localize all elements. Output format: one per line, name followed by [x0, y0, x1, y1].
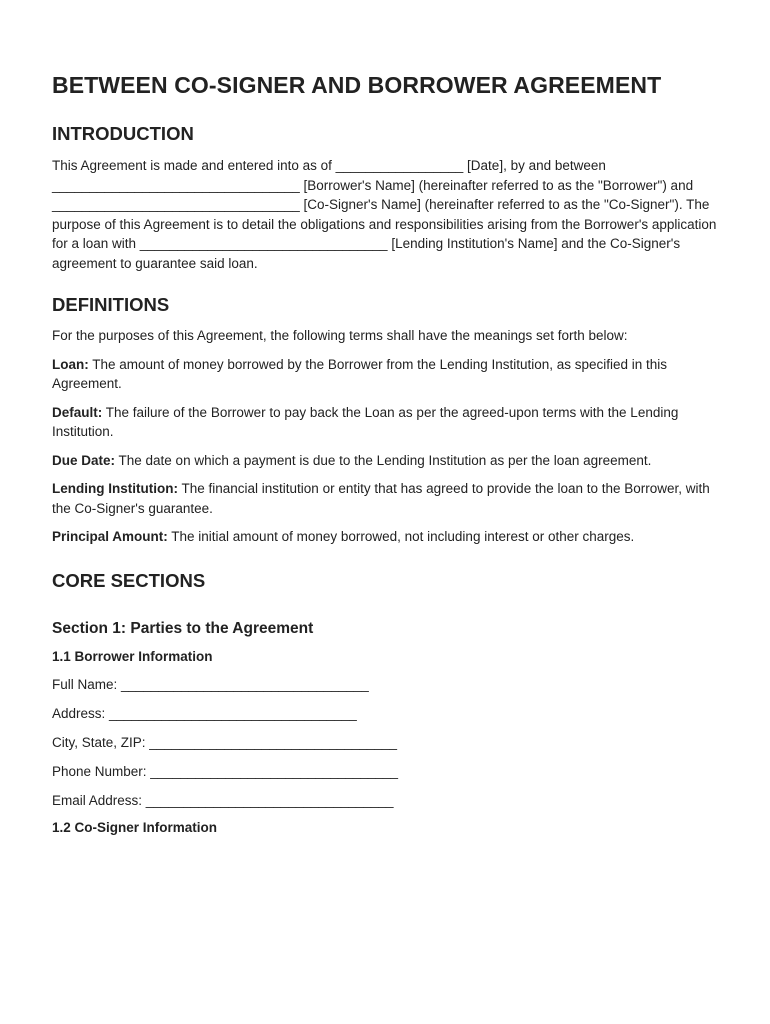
document-title: BETWEEN CO-SIGNER AND BORROWER AGREEMENT	[52, 72, 662, 98]
core-sections-heading: CORE SECTIONS	[52, 569, 206, 591]
definition-text: The date on which a payment is due to the Lending Institution as per the loan agreement.	[115, 452, 652, 468]
definition-term: Lending Institution:	[52, 481, 178, 496]
borrower-address-field: Address: _________________________________	[52, 705, 357, 721]
cosigner-information-heading: 1.2 Co-Signer Information	[52, 820, 218, 836]
definition-term: Loan:	[52, 356, 89, 372]
introduction-paragraph: This Agreement is made and entered into as of _________________ [Date], by and between _________________________________ [Borrower's Name] (hereinafter referred to as the "Borrower") and _________________________________ [Co-Signer's Name] (hereinafter referred to as the "Co-Signer"). The purpose of this Agreement is to detail the obligations and responsibilities arising from the Borrower's application for a loan with _________________________________ [Lending Institution's Name] and the Co-Signer's agreement to guarantee said loan.	[52, 158, 717, 271]
definition-principal-amount	[52, 527, 720, 547]
section-1-heading: Section 1: Parties to the Agreement	[52, 619, 314, 637]
definition-term: Due Date:	[52, 452, 116, 468]
borrower-fields	[52, 675, 720, 811]
definitions-heading: DEFINITIONS	[52, 294, 170, 315]
borrower-city-state-zip-field: City, State, ZIP: _________________________________	[52, 734, 398, 750]
definition-term: Principal Amount:	[52, 529, 168, 544]
definition-text: The initial amount of money borrowed, not including interest or other charges.	[167, 529, 635, 544]
definition-default	[52, 403, 720, 442]
introduction-heading: INTRODUCTION	[52, 123, 194, 144]
definition-text: The financial institution or entity that has agreed to provide the loan to the Borrower, with the Co-Signer's guarantee.	[52, 481, 710, 516]
definitions-intro: For the purposes of this Agreement, the following terms shall have the meanings set forth below:	[52, 328, 628, 343]
definition-term: Default:	[52, 404, 103, 420]
definition-loan	[52, 355, 720, 394]
definition-text: The failure of the Borrower to pay back the Loan as per the agreed-upon terms with the Lending Institution.	[52, 404, 679, 439]
borrower-information-heading: 1.1 Borrower Information	[52, 648, 213, 664]
borrower-full-name-field: Full Name: _________________________________	[52, 676, 369, 692]
definition-text: The amount of money borrowed by the Borrower from the Lending Institution, as specified in this Agreement.	[52, 356, 668, 391]
borrower-phone-number-field: Phone Number: _________________________________	[52, 763, 399, 779]
definition-lending-institution	[52, 479, 720, 518]
definition-due-date	[52, 451, 720, 471]
borrower-email-address-field: Email Address: _________________________________	[52, 792, 394, 808]
